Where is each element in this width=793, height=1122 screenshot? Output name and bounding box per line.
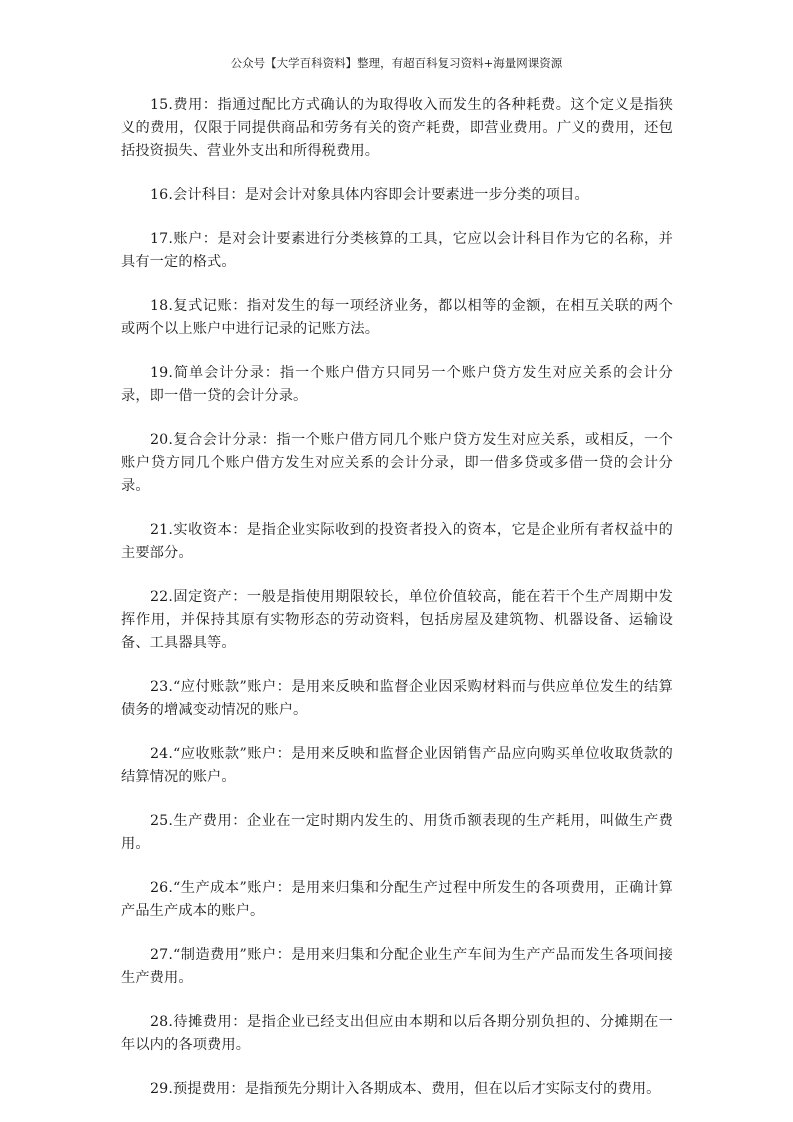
definition-paragraph-18: 18.复式记账：指对发生的每一项经济业务，都以相等的金额，在相互关联的两个或两个以上账户中进行记录的记账方法。 [121, 298, 673, 337]
page-header: 公众号【大学百科资料】整理，有超百科复习资料+海量网课资源 [230, 56, 563, 70]
definition-paragraph-29: 29.预提费用：是指预先分期计入各期成本、费用，但在以后才实际支付的费用。 [150, 1081, 661, 1097]
definition-paragraph-28: 28.待摊费用：是指企业已经支出但应由本期和以后各期分别负担的、分摊期在一年以内的各项费用。 [121, 1014, 673, 1053]
definition-paragraph-22: 22.固定资产：一般是指使用期限较长，单位价值较高，能在若干个生产周期中发挥作用，并保持其原有实物形态的劳动资料，包括房屋及建筑物、机器设备、运输设备、工具器具等。 [121, 589, 673, 651]
definition-paragraph-20: 20.复合会计分录：指一个账户借方同几个账户贷方发生对应关系，或相反，一个账户贷方同几个账户借方发生对应关系的会计分录，即一借多贷或多借一贷的会计分录。 [121, 432, 673, 494]
definition-paragraph-15: 15.费用：指通过配比方式确认的为取得收入而发生的各种耗费。这个定义是指狭义的费用，仅限于同提供商品和劳务有关的资产耗费，即营业费用。广义的费用，还包括投资损失、营业外支出和所得税费用。 [121, 97, 673, 159]
definition-paragraph-26: 26.“生产成本”账户：是用来归集和分配生产过程中所发生的各项费用，正确计算产品生产成本的账户。 [121, 880, 673, 919]
definition-paragraph-23: 23.“应付账款”账户：是用来反映和监督企业因采购材料而与供应单位发生的结算债务的增减变动情况的账户。 [121, 679, 673, 718]
definition-paragraph-24: 24.“应收账款”账户：是用来反映和监督企业因销售产品应向购买单位收取货款的结算情况的账户。 [121, 746, 673, 785]
definition-paragraph-19: 19.简单会计分录：指一个账户借方只同另一个账户贷方发生对应关系的会计分录，即一借一贷的会计分录。 [121, 365, 673, 404]
document-body [121, 94, 673, 1122]
definition-paragraph-21: 21.实收资本：是指企业实际收到的投资者投入的资本，它是企业所有者权益中的主要部分。 [121, 522, 673, 561]
definition-paragraph-27: 27.“制造费用”账户：是用来归集和分配企业生产车间为生产产品而发生各项间接生产费用。 [121, 947, 673, 986]
definition-paragraph-17: 17.账户：是对会计要素进行分类核算的工具，它应以会计科目作为它的名称，并具有一定的格式。 [121, 231, 673, 270]
definition-paragraph-25: 25.生产费用：企业在一定时期内发生的、用货币额表现的生产耗用，叫做生产费用。 [121, 813, 673, 852]
definition-paragraph-16: 16.会计科目：是对会计对象具体内容即会计要素进一步分类的项目。 [150, 187, 589, 203]
